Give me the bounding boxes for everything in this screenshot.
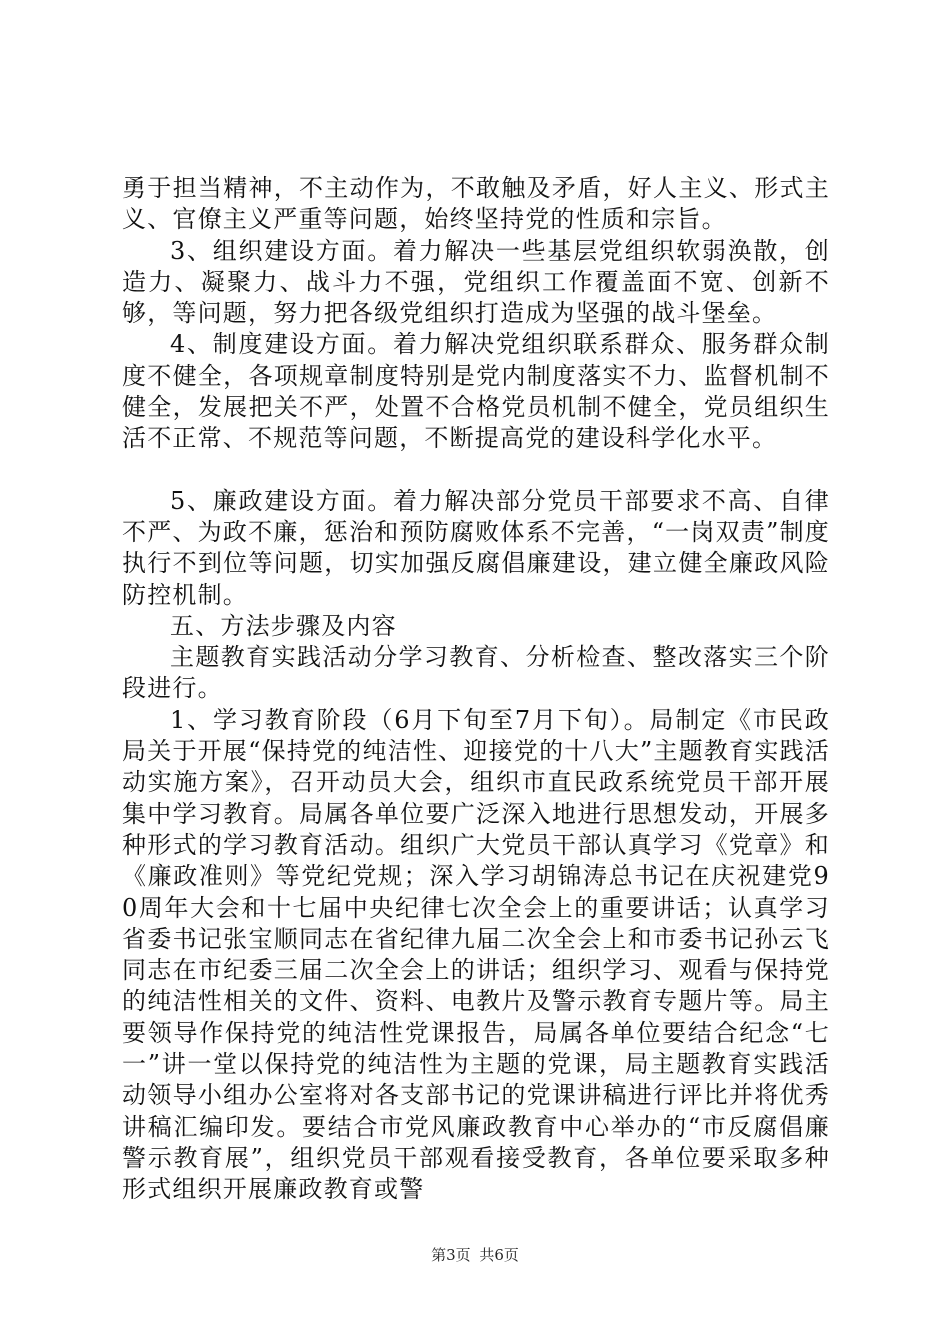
paragraph-phases: 主题教育实践活动分学习教育、分析检查、整改落实三个阶段进行。 — [122, 643, 830, 703]
document-body — [122, 173, 830, 1206]
paragraph-integrity: 5、廉政建设方面。着力解决部分党员干部要求不高、自律不严、为政不廉，惩治和预防腐败体系不完善，“一岗双责”制度执行不到位等问题，切实加强反腐倡廉建设，建立健全廉政风险防控机制。 — [122, 486, 830, 609]
paragraph-study-phase: 1、学习教育阶段（6月下旬至7月下旬）。局制定《市民政局关于开展“保持党的纯洁性、迎接党的十八大”主题教育实践活动实施方案》，召开动员大会，组织市直民政系统党员干部开展集中学习教育。局属各单位要广泛深入地进行思想发动，开展多种形式的学习教育活动。组织广大党员干部认真学习《党章》和《廉政准则》等党纪党规；深入学习胡锦涛总书记在庆祝建党90周年大会和十七届中央纪律七次全会上的重要讲话；认真学习省委书记张宝顺同志在省纪律九届二次全会上和市委书记孙云飞同志在市纪委三届二次全会上的讲话；组织学习、观看与保持党的纯洁性相关的文件、资料、电教片及警示教育专题片等。局主要领导作保持党的纯洁性党课报告，局属各单位要结合纪念“七一”讲一堂以保持党的纯洁性为主题的党课，局主题教育实践活动领导小组办公室将对各支部书记的党课讲稿进行评比并将优秀讲稿汇编印发。要结合市党风廉政教育中心举办的“市反腐倡廉警示教育展”，组织党员干部观看接受教育，各单位要采取多种形式组织开展廉政教育或警 — [122, 705, 830, 1204]
paragraph-gap — [122, 455, 830, 486]
paragraph-continuation: 勇于担当精神，不主动作为，不敢触及矛盾，好人主义、形式主义、官僚主义严重等问题，始终坚持党的性质和宗旨。 — [122, 174, 830, 234]
page-footer — [0, 1245, 950, 1265]
paragraph-organization: 3、组织建设方面。着力解决一些基层党组织软弱涣散，创造力、凝聚力、战斗力不强，党组织工作覆盖面不宽、创新不够，等问题，努力把各级党组织打造成为坚强的战斗堡垒。 — [122, 236, 830, 328]
paragraph-system: 4、制度建设方面。着力解决党组织联系群众、服务群众制度不健全，各项规章制度特别是党内制度落实不力、监督机制不健全，发展把关不严，处置不合格党员机制不健全，党员组织生活不正常、不规范等问题，不断提高党的建设科学化水平。 — [122, 330, 830, 453]
section-heading-methods: 五、方法步骤及内容 — [170, 611, 397, 640]
page-total: 共6页 — [479, 1246, 519, 1264]
page-number: 第3页 — [431, 1246, 471, 1264]
